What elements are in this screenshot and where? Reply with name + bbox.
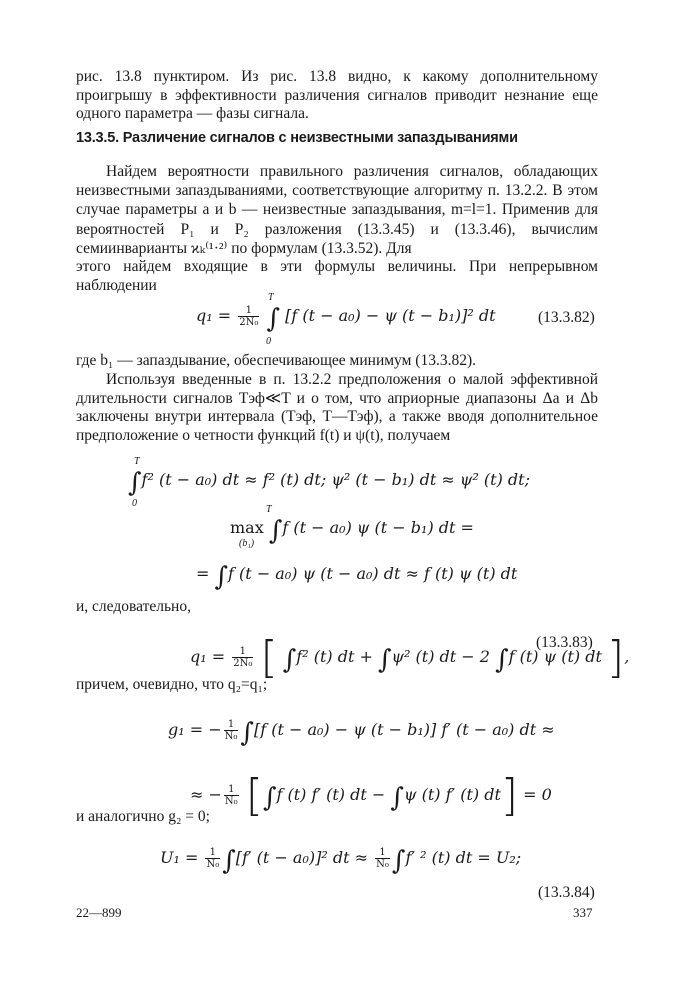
paragraph-assumptions: Используя введенные в п. 13.2.2 предположения о малой эффективной длительности сигналов Tэф≪T и о том, что априорные диапазоны Δa и Δb заключены внутри интервала (Tэф, T—Tэф), а также вводя дополнительное предположение о четности функций f(t) и ψ(t), получаем: [76, 371, 598, 444]
paragraph-b1: где b₁ — запаздывание, обеспечивающее минимум (13.3.82).: [76, 352, 476, 369]
equation-number-83: (13.3.83): [536, 634, 593, 651]
paragraph-continuous: этого найдем входящие в эти формулы величины. При непрерывном наблюдении: [76, 258, 598, 294]
equation-13-3-82: [196, 304, 496, 334]
eq-b-body: f (t − a₀) ψ (t − b₁) dt =: [282, 518, 474, 537]
paragraph-q2-equals-q1: причем, очевидно, что q₂=q₁;: [76, 676, 268, 693]
equation-energy-approx: ∫f² (t − a₀) dt ≈ f² (t) dt; ψ² (t − b₁) dt ≈ ψ² (t) dt;: [128, 468, 530, 498]
limit-lower: 0: [266, 336, 271, 347]
limit-upper: T: [268, 292, 274, 303]
equation-number-84: (13.3.84): [538, 884, 595, 901]
limit-lower: 0: [132, 498, 137, 509]
eq-a-body: f² (t − a₀) dt ≈ f² (t) dt; ψ² (t − b₁) dt ≈ ψ² (t) dt;: [141, 470, 530, 489]
equation-cross-correlation: = ∫f (t − a₀) ψ (t − a₀) dt ≈ f (t) ψ (t) dt: [196, 562, 518, 592]
equation-g1: g₁ = − $\frac{1}{\text{N₀}}$ ∫[f (t − a₀) − ψ (t − b₁)] f′ (t − a₀) dt ≈: [168, 718, 555, 748]
equation-number-82: (13.3.82): [538, 309, 595, 326]
eq82-body: [f (t − a₀) − ψ (t − b₁)]² dt: [285, 306, 496, 325]
page-number: 337: [573, 905, 593, 920]
equation-u1: U₁ = $\frac{1}{\text{N₀}}$ ∫[f′ (t − a₀)]² dt ≈ $\frac{1}{\text{N₀}}$ ∫f′ ² (t) dt = U₂;: [160, 846, 522, 876]
equation-g1-result: ≈ − $\frac{1}{\text{N₀}}$ [∫f (t) f′ (t) dt − ∫ψ (t) f′ (t) dt] = 0: [190, 770, 552, 821]
paragraph-consequently: и, следовательно,: [76, 598, 191, 615]
limit-upper: T: [134, 456, 140, 467]
max-subscript: (b₁): [239, 538, 255, 549]
equation-13-3-83: q₁ = $\frac{1}{\text{2N₀}}$ [ ∫f² (t) dt + ∫ψ² (t) dt − 2 ∫f (t) ψ (t) dt ],: [190, 632, 630, 683]
limit-upper: T: [266, 504, 272, 515]
eq82-lhs: q₁ =: [196, 306, 232, 325]
paragraph-g2: и аналогично g₂ = 0;: [76, 808, 210, 825]
paragraph-intro: рис. 13.8 пунктиром. Из рис. 13.8 видно, к какому дополнительному проигрышу в эффективности различения сигналов приводит незнание еще одного параметра — фазы сигнала.: [76, 68, 598, 123]
equation-max: max ∫f (t − a₀) ψ (t − b₁) dt =: [230, 516, 474, 546]
section-heading: 13.3.5. Различение сигналов с неизвестными запаздываниями: [76, 130, 518, 146]
footer-signature: 22—899: [76, 905, 122, 920]
max-operator: max: [230, 518, 264, 537]
integral-sign: ∫: [266, 304, 281, 334]
eq-c-body: f (t − a₀) ψ (t − a₀) dt ≈ f (t) ψ (t) dt: [228, 564, 518, 583]
fraction: $\frac{1}{\text{2N₀}}$: [239, 305, 259, 328]
paragraph-unknown-delays: Найдем вероятности правильного различения сигналов, обладающих неизвестными запаздываниями, соответствующие алгоритму п. 13.2.2. В этом случае параметры a и b — неизвестные запаздывания, m=l=1. Применив для вероятностей P₁ и P₂ разложения (13.3.45) и (13.3.46), вычислим семиинварианты ϰₖ⁽¹·²⁾ по формулам (13.3.52). Для: [76, 163, 598, 257]
